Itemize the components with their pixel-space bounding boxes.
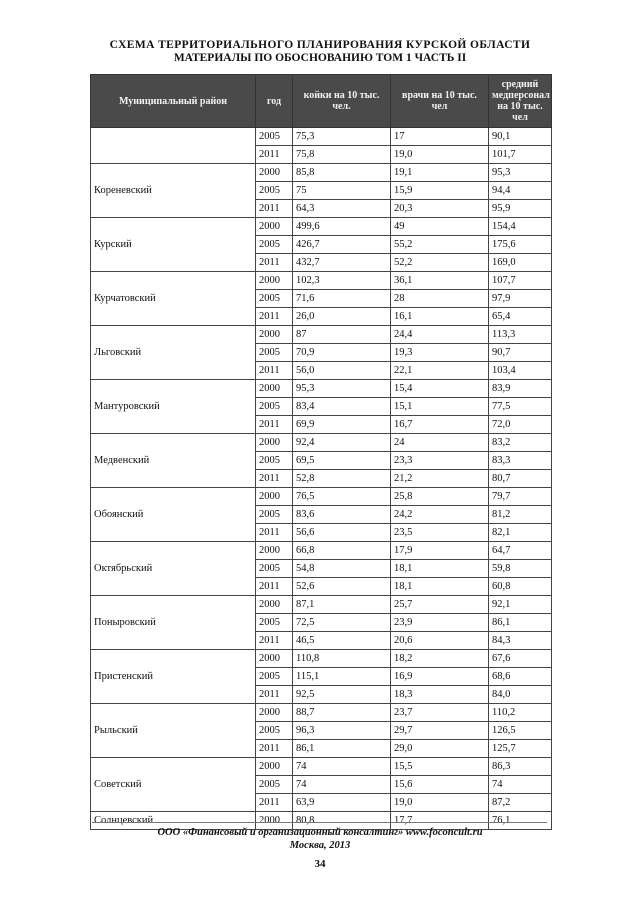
district-cell: Советский (91, 758, 256, 812)
year-cell: 2000 (256, 326, 293, 344)
doctors-cell: 15,4 (391, 380, 489, 398)
nurses-cell: 81,2 (489, 506, 552, 524)
nurses-cell: 92,1 (489, 596, 552, 614)
nurses-cell: 72,0 (489, 416, 552, 434)
nurses-cell: 110,2 (489, 704, 552, 722)
district-cell: Солнцевский (91, 812, 256, 830)
table-header-row (91, 75, 552, 128)
year-cell: 2005 (256, 398, 293, 416)
footer-divider (92, 822, 547, 823)
doctors-cell: 22,1 (391, 362, 489, 380)
nurses-cell: 59,8 (489, 560, 552, 578)
nurses-cell: 76,1 (489, 812, 552, 830)
doctors-cell: 17,9 (391, 542, 489, 560)
year-cell: 2011 (256, 470, 293, 488)
doctors-cell: 16,7 (391, 416, 489, 434)
year-cell: 2011 (256, 740, 293, 758)
district-cell (91, 128, 256, 164)
nurses-cell: 86,1 (489, 614, 552, 632)
district-cell: Мантуровский (91, 380, 256, 434)
doctors-cell: 18,1 (391, 578, 489, 596)
doctors-cell: 18,2 (391, 650, 489, 668)
nurses-cell: 90,1 (489, 128, 552, 146)
table-row (91, 704, 552, 722)
nurses-cell: 90,7 (489, 344, 552, 362)
beds-cell: 74 (293, 758, 391, 776)
beds-cell: 102,3 (293, 272, 391, 290)
district-cell: Медвенский (91, 434, 256, 488)
doctors-cell: 21,2 (391, 470, 489, 488)
table-row (91, 164, 552, 182)
doctors-cell: 23,7 (391, 704, 489, 722)
nurses-cell: 67,6 (489, 650, 552, 668)
year-cell: 2011 (256, 146, 293, 164)
year-cell: 2005 (256, 290, 293, 308)
beds-cell: 96,3 (293, 722, 391, 740)
beds-cell: 63,9 (293, 794, 391, 812)
nurses-cell: 154,4 (489, 218, 552, 236)
beds-cell: 70,9 (293, 344, 391, 362)
doctors-cell: 18,3 (391, 686, 489, 704)
doctors-cell: 17,7 (391, 812, 489, 830)
table-row (91, 434, 552, 452)
footer-city-year: Москва, 2013 (289, 840, 351, 851)
year-cell: 2000 (256, 704, 293, 722)
beds-cell: 75,3 (293, 128, 391, 146)
year-cell: 2005 (256, 344, 293, 362)
column-header-doctors: врачи на 10 тыс. чел (391, 75, 489, 128)
year-cell: 2000 (256, 596, 293, 614)
doctors-cell: 18,1 (391, 560, 489, 578)
beds-cell: 46,5 (293, 632, 391, 650)
beds-cell: 83,4 (293, 398, 391, 416)
doctors-cell: 16,1 (391, 308, 489, 326)
beds-cell: 80,8 (293, 812, 391, 830)
nurses-cell: 80,7 (489, 470, 552, 488)
table-row (91, 596, 552, 614)
nurses-cell: 95,3 (489, 164, 552, 182)
year-cell: 2000 (256, 542, 293, 560)
doctors-cell: 49 (391, 218, 489, 236)
table-row (91, 218, 552, 236)
doctors-cell: 23,5 (391, 524, 489, 542)
beds-cell: 110,8 (293, 650, 391, 668)
beds-cell: 75 (293, 182, 391, 200)
year-cell: 2005 (256, 722, 293, 740)
beds-cell: 56,0 (293, 362, 391, 380)
year-cell: 2005 (256, 236, 293, 254)
year-cell: 2011 (256, 524, 293, 542)
nurses-cell: 84,0 (489, 686, 552, 704)
beds-cell: 92,5 (293, 686, 391, 704)
nurses-cell: 107,7 (489, 272, 552, 290)
beds-cell: 499,6 (293, 218, 391, 236)
nurses-cell: 74 (489, 776, 552, 794)
doctors-cell: 29,0 (391, 740, 489, 758)
doctors-cell: 24 (391, 434, 489, 452)
nurses-cell: 82,1 (489, 524, 552, 542)
beds-cell: 88,7 (293, 704, 391, 722)
beds-cell: 76,5 (293, 488, 391, 506)
year-cell: 2011 (256, 578, 293, 596)
doctors-cell: 17 (391, 128, 489, 146)
table-body (91, 128, 552, 830)
beds-cell: 69,5 (293, 452, 391, 470)
nurses-cell: 83,9 (489, 380, 552, 398)
beds-cell: 64,3 (293, 200, 391, 218)
nurses-cell: 175,6 (489, 236, 552, 254)
nurses-cell: 83,3 (489, 452, 552, 470)
column-header-district: Муниципальный район (91, 75, 256, 128)
doctors-cell: 36,1 (391, 272, 489, 290)
year-cell: 2000 (256, 650, 293, 668)
table-row (91, 128, 552, 146)
year-cell: 2005 (256, 452, 293, 470)
year-cell: 2000 (256, 812, 293, 830)
beds-cell: 87,1 (293, 596, 391, 614)
beds-cell: 92,4 (293, 434, 391, 452)
nurses-cell: 101,7 (489, 146, 552, 164)
table-row (91, 542, 552, 560)
beds-cell: 54,8 (293, 560, 391, 578)
beds-cell: 85,8 (293, 164, 391, 182)
beds-cell: 56,6 (293, 524, 391, 542)
beds-cell: 72,5 (293, 614, 391, 632)
nurses-cell: 103,4 (489, 362, 552, 380)
doctors-cell: 15,6 (391, 776, 489, 794)
nurses-cell: 64,7 (489, 542, 552, 560)
table-row (91, 272, 552, 290)
beds-cell: 69,9 (293, 416, 391, 434)
beds-cell: 86,1 (293, 740, 391, 758)
healthcare-table (90, 74, 552, 830)
doctors-cell: 15,1 (391, 398, 489, 416)
year-cell: 2000 (256, 758, 293, 776)
doctors-cell: 24,2 (391, 506, 489, 524)
beds-cell: 75,8 (293, 146, 391, 164)
doctors-cell: 28 (391, 290, 489, 308)
nurses-cell: 125,7 (489, 740, 552, 758)
district-cell: Кореневский (91, 164, 256, 218)
year-cell: 2011 (256, 308, 293, 326)
district-cell: Октябрьский (91, 542, 256, 596)
year-cell: 2011 (256, 686, 293, 704)
doctors-cell: 23,9 (391, 614, 489, 632)
nurses-cell: 77,5 (489, 398, 552, 416)
doctors-cell: 20,6 (391, 632, 489, 650)
nurses-cell: 60,8 (489, 578, 552, 596)
table-row (91, 650, 552, 668)
year-cell: 2000 (256, 434, 293, 452)
district-cell: Обоянский (91, 488, 256, 542)
year-cell: 2011 (256, 416, 293, 434)
nurses-cell: 79,7 (489, 488, 552, 506)
year-cell: 2011 (256, 632, 293, 650)
nurses-cell: 169,0 (489, 254, 552, 272)
doctors-cell: 19,3 (391, 344, 489, 362)
year-cell: 2011 (256, 362, 293, 380)
beds-cell: 115,1 (293, 668, 391, 686)
doctors-cell: 55,2 (391, 236, 489, 254)
table-row (91, 326, 552, 344)
nurses-cell: 68,6 (489, 668, 552, 686)
nurses-cell: 94,4 (489, 182, 552, 200)
doctors-cell: 20,3 (391, 200, 489, 218)
doctors-cell: 25,7 (391, 596, 489, 614)
district-cell: Рыльский (91, 704, 256, 758)
table-row (91, 380, 552, 398)
year-cell: 2005 (256, 614, 293, 632)
doctors-cell: 19,1 (391, 164, 489, 182)
doctors-cell: 19,0 (391, 146, 489, 164)
year-cell: 2005 (256, 668, 293, 686)
year-cell: 2011 (256, 200, 293, 218)
document-header-line1: СХЕМА ТЕРРИТОРИАЛЬНОГО ПЛАНИРОВАНИЯ КУРСКОЙ ОБЛАСТИ (109, 39, 531, 51)
page-number: 34 (314, 858, 326, 870)
nurses-cell: 126,5 (489, 722, 552, 740)
doctors-cell: 23,3 (391, 452, 489, 470)
nurses-cell: 113,3 (489, 326, 552, 344)
beds-cell: 52,6 (293, 578, 391, 596)
nurses-cell: 83,2 (489, 434, 552, 452)
beds-cell: 83,6 (293, 506, 391, 524)
beds-cell: 426,7 (293, 236, 391, 254)
year-cell: 2000 (256, 272, 293, 290)
table-row (91, 758, 552, 776)
beds-cell: 74 (293, 776, 391, 794)
district-cell: Поныровский (91, 596, 256, 650)
year-cell: 2000 (256, 218, 293, 236)
doctors-cell: 19,0 (391, 794, 489, 812)
doctors-cell: 24,4 (391, 326, 489, 344)
year-cell: 2011 (256, 254, 293, 272)
district-cell: Пристенский (91, 650, 256, 704)
nurses-cell: 87,2 (489, 794, 552, 812)
year-cell: 2005 (256, 182, 293, 200)
beds-cell: 87 (293, 326, 391, 344)
beds-cell: 66,8 (293, 542, 391, 560)
district-cell: Льговский (91, 326, 256, 380)
doctors-cell: 15,9 (391, 182, 489, 200)
doctors-cell: 52,2 (391, 254, 489, 272)
year-cell: 2000 (256, 380, 293, 398)
document-header-line2: МАТЕРИАЛЫ ПО ОБОСНОВАНИЮ ТОМ 1 ЧАСТЬ II (173, 52, 467, 64)
column-header-nurses: средний медперсонал на 10 тыс. чел (489, 75, 552, 128)
year-cell: 2000 (256, 488, 293, 506)
year-cell: 2005 (256, 506, 293, 524)
district-cell: Курчатовский (91, 272, 256, 326)
year-cell: 2005 (256, 776, 293, 794)
beds-cell: 95,3 (293, 380, 391, 398)
district-cell: Курский (91, 218, 256, 272)
column-header-beds: койки на 10 тыс. чел. (293, 75, 391, 128)
year-cell: 2000 (256, 164, 293, 182)
doctors-cell: 29,7 (391, 722, 489, 740)
beds-cell: 26,0 (293, 308, 391, 326)
table-row (91, 488, 552, 506)
doctors-cell: 16,9 (391, 668, 489, 686)
nurses-cell: 65,4 (489, 308, 552, 326)
year-cell: 2005 (256, 560, 293, 578)
nurses-cell: 97,9 (489, 290, 552, 308)
nurses-cell: 86,3 (489, 758, 552, 776)
beds-cell: 432,7 (293, 254, 391, 272)
column-header-year: год (256, 75, 293, 128)
nurses-cell: 95,9 (489, 200, 552, 218)
footer-company: ООО «Финансовый и организационный консалтинг» www.foconcult.ru (157, 827, 483, 838)
beds-cell: 52,8 (293, 470, 391, 488)
year-cell: 2005 (256, 128, 293, 146)
nurses-cell: 84,3 (489, 632, 552, 650)
doctors-cell: 15,5 (391, 758, 489, 776)
beds-cell: 71,6 (293, 290, 391, 308)
year-cell: 2011 (256, 794, 293, 812)
doctors-cell: 25,8 (391, 488, 489, 506)
